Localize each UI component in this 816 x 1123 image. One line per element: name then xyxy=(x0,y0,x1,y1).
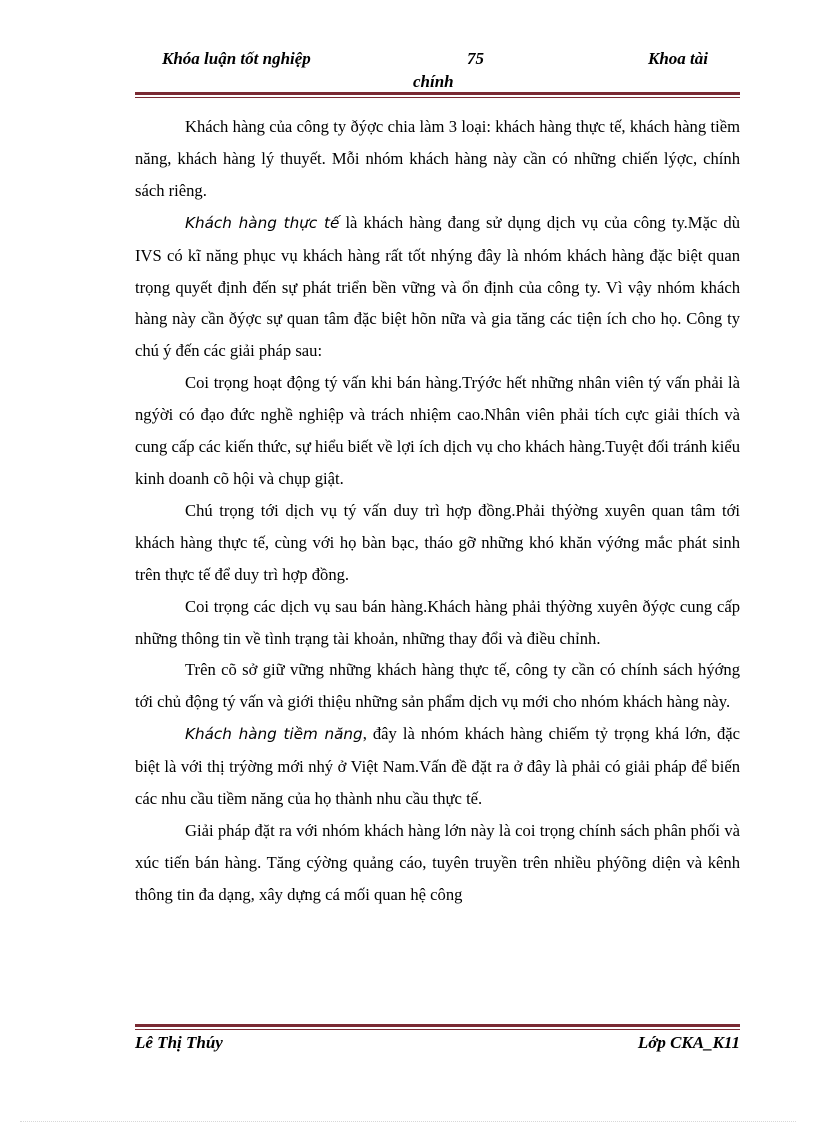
paragraph-text: là khách hàng đang sử dụng dịch vụ của công ty.Mặc dù IVS có kĩ năng phục vụ khách hàng rất tốt nhýng đây là nhóm khách hàng đặc biệt quan trọng quyết định đến sự phát triển bền vững và ổn định của công ty. Vì vậy nhóm khách hàng này cần ðýợc sự quan tâm đặc biệt hõn nữa và gia tăng các tiện ích cho họ. Công ty chú ý đến các giải pháp sau: xyxy=(135,212,741,361)
header-faculty-continued: chính xyxy=(413,72,454,91)
term-potential-customers: Khách hàng tiềm năng xyxy=(185,725,363,744)
header-divider-thin xyxy=(135,97,740,98)
footer-divider xyxy=(135,1024,740,1030)
paragraph: Giải pháp đặt ra với nhóm khách hàng lớn này là coi trọng chính sách phân phối và xúc tiến bán hàng. Tăng cýờng quảng cáo, tuyên truyền trên nhiều phýõng diện và kênh thông tin đa dạng, xây dựng cá mối quan hệ công xyxy=(135,820,740,904)
page-bottom-border xyxy=(20,1121,796,1122)
footer-divider-thin xyxy=(135,1029,740,1030)
footer-class: Lớp CKA_K11 xyxy=(637,1033,740,1052)
paragraph: Khách hàng của công ty ðýợc chia làm 3 loại: khách hàng thực tế, khách hàng tiềm năng, khách hàng lý thuyết. Mỗi nhóm khách hàng này cần có những chiến lýợc, chính sách riêng. xyxy=(135,117,740,200)
paragraph: Coi trọng hoạt động tý vấn khi bán hàng.Trýớc hết những nhân viên tý vấn phải là ngýời có đạo đức nghề nghiệp và trách nhiệm cao.Nhân viên phải tích cực giải thích và cung cấp các kiến thức, sự hiểu biết về lợi ích dịch vụ cho khách hàng.Tuyệt đối tránh kiểu kinh doanh cõ hội và chụp giật. xyxy=(135,373,740,488)
header-divider xyxy=(135,92,740,98)
footer-author: Lê Thị Thúy xyxy=(135,1033,223,1052)
paragraph xyxy=(135,718,740,815)
paragraph: Coi trọng các dịch vụ sau bán hàng.Khách hàng phải thýờng xuyên ðýợc cung cấp những thông tin về tình trạng tài khoản, những thay đổi và điều chỉnh. xyxy=(135,596,740,648)
paragraph: Chú trọng tới dịch vụ tý vấn duy trì hợp đồng.Phải thýờng xuyên quan tâm tới khách hàng thực tế, cùng với họ bàn bạc, tháo gỡ những khó khăn výớng mắc phát sinh trên thực tế để duy trì hợp đồng. xyxy=(135,500,740,584)
paragraph xyxy=(135,207,740,368)
header-divider-thick xyxy=(135,92,740,95)
header-faculty: Khoa tài xyxy=(648,49,708,68)
paragraph: Trên cõ sở giữ vững những khách hàng thực tế, công ty cần có chính sách hýớng tới chủ động tý vấn và giới thiệu những sản phẩm dịch vụ mới cho nhóm khách hàng này. xyxy=(135,660,740,712)
body-text xyxy=(135,111,740,911)
header-thesis-title: Khóa luận tốt nghiệp xyxy=(162,49,311,68)
paragraph-text: , đây là nhóm khách hàng chiếm tỷ trọng khá lớn, đặc biệt là với thị trýờng mới nhý ở Việt Nam.Vấn đề đặt ra ở đây là phải có giải pháp để biến các nhu cầu tiềm năng của họ thành nhu cầu thực tế. xyxy=(135,724,740,809)
footer-divider-thick xyxy=(135,1024,740,1027)
term-current-customers: Khách hàng thực tế xyxy=(185,213,340,232)
page-number: 75 xyxy=(467,49,484,68)
